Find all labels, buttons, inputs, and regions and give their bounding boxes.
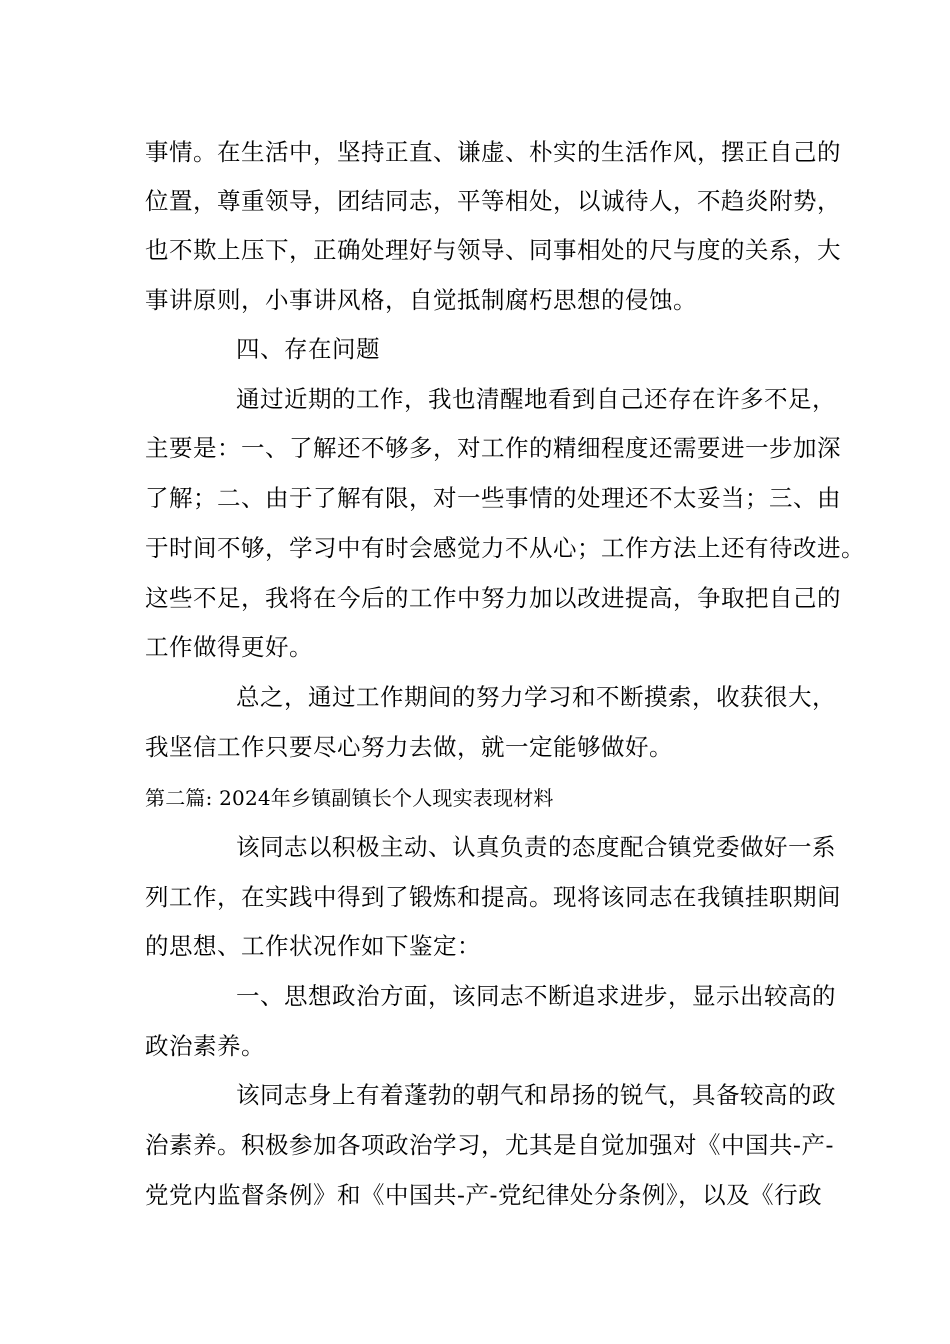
text-line-13: 我坚信工作只要尽心努力去做，就一定能够做好。 xyxy=(145,733,673,761)
text-line-12: 总之，通过工作期间的努力学习和不断摸索，收获很大， xyxy=(236,683,836,711)
text-line-15: 该同志以积极主动、认真负责的态度配合镇党委做好一系 xyxy=(236,833,836,861)
text-line-16: 列工作，在实践中得到了锻炼和提高。现将该同志在我镇挂职期间 xyxy=(145,883,841,911)
text-line-3: 也不欺上压下，正确处理好与领导、同事相处的尺与度的关系，大 xyxy=(145,236,841,264)
text-line-1: 事情。在生活中，坚持正直、谦虚、朴实的生活作风，摆正自己的 xyxy=(145,138,841,166)
text-line-17: 的思想、工作状况作如下鉴定： xyxy=(145,932,481,960)
text-line-21: 治素养。积极参加各项政治学习，尤其是自觉加强对《中国共-产- xyxy=(145,1131,834,1159)
chapter-title: 第二篇: 2024年乡镇副镇长个人现实表现材料 xyxy=(145,786,554,810)
text-line-19: 政治素养。 xyxy=(145,1032,265,1060)
text-line-18: 一、思想政治方面，该同志不断追求进步，显示出较高的 xyxy=(236,982,836,1010)
text-line-2: 位置，尊重领导，团结同志，平等相处，以诚待人，不趋炎附势， xyxy=(145,187,841,215)
text-line-11: 工作做得更好。 xyxy=(145,633,313,661)
text-line-8: 了解；二、由于了解有限，对一些事情的处理还不太妥当；三、由 xyxy=(145,484,841,512)
text-line-7: 主要是：一、了解还不够多，对工作的精细程度还需要进一步加深 xyxy=(145,434,841,462)
text-line-9: 于时间不够，学习中有时会感觉力不从心；工作方法上还有待改进。 xyxy=(145,534,865,562)
section-heading: 四、存在问题 xyxy=(236,335,380,363)
text-line-6: 通过近期的工作，我也清醒地看到自己还存在许多不足， xyxy=(236,385,836,413)
text-line-4: 事讲原则，小事讲风格，自觉抵制腐朽思想的侵蚀。 xyxy=(145,286,697,314)
text-line-10: 这些不足，我将在今后的工作中努力加以改进提高，争取把自己的 xyxy=(145,584,841,612)
text-line-22: 党党内监督条例》和《中国共-产-党纪律处分条例》，以及《行政 xyxy=(145,1181,823,1209)
text-line-20: 该同志身上有着蓬勃的朝气和昂扬的锐气，具备较高的政 xyxy=(236,1081,836,1109)
